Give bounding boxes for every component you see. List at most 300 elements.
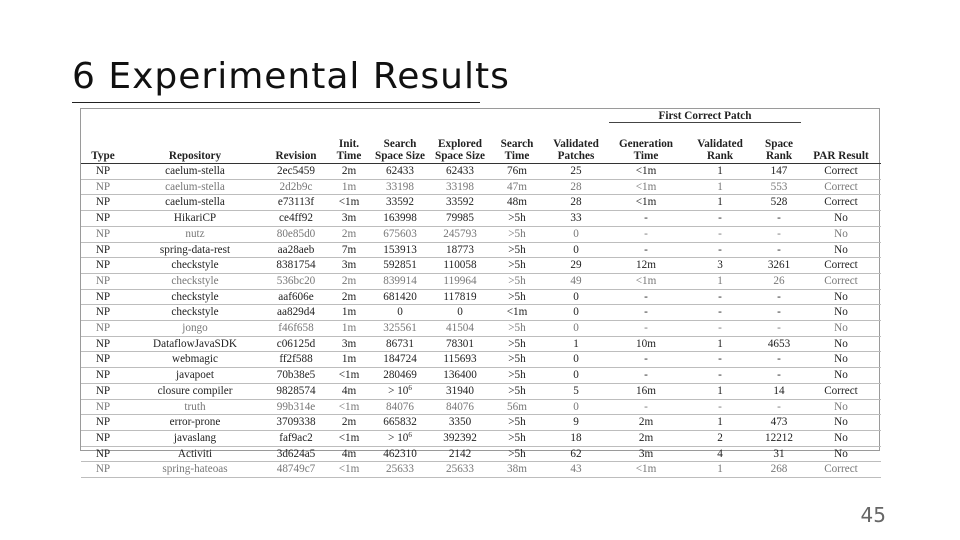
cell-value: 1 [717,384,723,397]
cell-type [81,352,125,368]
cell-value: 99b314e [276,400,316,413]
cell-value: - [777,227,781,240]
cell-value: 31940 [446,384,474,397]
cell-value: 48749c7 [276,463,316,476]
cell-value: 80e85d0 [276,227,316,240]
cell-value: javapoet [176,369,214,382]
cell-validated-patches [543,336,609,352]
cell-value: 2m [341,416,357,429]
table-row [81,289,881,305]
cell-value: 0 [573,369,579,382]
cell-type [81,164,125,180]
cell-value: 3m [638,447,654,460]
cell-value: 2142 [448,447,472,460]
cell-value: 2ec5459 [277,165,315,177]
cell-search-space-size [371,226,429,242]
table-row [81,336,881,352]
cell-value: 839914 [383,274,417,287]
cell-space-rank [757,462,801,478]
cell-value: 4m [341,384,357,397]
cell-generation-time [609,289,683,305]
cell-value: 76m [507,165,527,177]
cell-value: 1m [341,353,357,366]
cell-value: >5h [508,353,526,366]
cell-repository [125,352,265,368]
table-row [81,446,881,462]
cell-revision [265,415,327,431]
first-correct-patch-header: First Correct Patch [609,109,801,123]
cell-explored-space-size [429,226,491,242]
cell-value: No [834,431,848,444]
cell-validated-patches [543,321,609,337]
cell-validated-patches [543,164,609,180]
cell-value: No [834,290,848,303]
cell-generation-time [609,273,683,289]
cell-space-rank [757,258,801,274]
table-row [81,305,881,321]
cell-value: 153913 [383,243,417,256]
cell-value: NP [95,322,111,335]
cell-value: 2m [341,274,357,287]
cell-value: 1 [717,180,723,193]
cell-init-time [327,226,371,242]
cell-value: >5h [508,290,526,303]
cell-value: No [834,322,848,335]
cell-value: 1m [341,322,357,335]
cell-explored-space-size [429,383,491,399]
cell-space-rank [757,273,801,289]
cell-validated-patches [543,430,609,446]
cell-space-rank [757,399,801,415]
cell-search-time [491,462,543,478]
cell-space-rank [757,336,801,352]
cell-search-space-size [371,179,429,195]
cell-search-time [491,446,543,462]
cell-value: Correct [824,384,858,397]
cell-value: 2m [341,227,357,240]
cell-value: NP [95,400,111,413]
cell-value: Correct [824,196,858,209]
col-space-rank: Space Rank [757,123,801,164]
cell-value: NP [95,384,111,397]
cell-value: >5h [508,274,526,287]
cell-value: - [718,290,722,303]
cell-value: 3 [717,259,723,272]
cell-value: <1m [338,431,360,444]
cell-revision [265,226,327,242]
cell-init-time [327,336,371,352]
cell-validated-patches [543,352,609,368]
cell-value: NP [95,165,111,177]
cell-generation-time [609,195,683,211]
cell-revision [265,289,327,305]
cell-explored-space-size [429,336,491,352]
cell-value: caelum-stella [165,165,225,177]
cell-value: 268 [770,463,788,476]
cell-revision [265,242,327,258]
cell-value: ff2f588 [279,353,313,366]
cell-value: >5h [508,322,526,335]
cell-search-space-size [371,321,429,337]
cell-value: checkstyle [171,259,219,272]
cell-value: NP [95,337,111,350]
cell-value: 553 [770,180,788,193]
cell-search-space-size [371,430,429,446]
cell-value: 3m [341,212,357,225]
cell-exponent: 6 [408,383,412,392]
cell-revision [265,446,327,462]
cell-validated-rank [683,321,757,337]
cell-search-space-size [371,383,429,399]
cell-validated-rank [683,415,757,431]
cell-generation-time [609,446,683,462]
cell-space-rank [757,195,801,211]
cell-validated-patches [543,462,609,478]
cell-space-rank [757,368,801,384]
cell-revision [265,399,327,415]
cell-repository [125,242,265,258]
cell-value: - [644,306,648,319]
cell-init-time [327,415,371,431]
cell-value: 49 [570,274,582,287]
cell-value: 147 [770,165,788,177]
cell-value: 12212 [765,431,793,444]
cell-value: 1m [341,180,357,193]
cell-value: <1m [635,274,657,287]
cell-validated-rank [683,164,757,180]
cell-init-time [327,195,371,211]
cell-value: <1m [635,463,657,476]
cell-type [81,305,125,321]
table-row [81,242,881,258]
cell-value: >5h [508,431,526,444]
cell-value: spring-data-rest [159,243,231,256]
cell-validated-rank [683,179,757,195]
cell-revision [265,164,327,180]
cell-value: 392392 [443,431,477,444]
cell-value: 62433 [446,165,474,177]
cell-explored-space-size [429,415,491,431]
cell-search-time [491,164,543,180]
cell-par-result [801,273,881,289]
cell-init-time [327,383,371,399]
cell-revision [265,305,327,321]
table-row [81,368,881,384]
cell-type [81,195,125,211]
cell-value: No [834,243,848,256]
cell-value: 1 [717,165,723,177]
cell-repository [125,399,265,415]
cell-value: - [718,369,722,382]
cell-type [81,368,125,384]
cell-par-result [801,462,881,478]
cell-generation-time [609,321,683,337]
cell-generation-time [609,399,683,415]
cell-init-time [327,289,371,305]
cell-validated-patches [543,399,609,415]
table-row [81,258,881,274]
cell-par-result [801,164,881,180]
cell-value: 33592 [446,196,474,209]
cell-value: 0 [573,322,579,335]
cell-value: 14 [773,384,785,397]
cell-space-rank [757,321,801,337]
cell-value: 1 [717,274,723,287]
cell-value: - [644,290,648,303]
cell-value: NP [95,290,111,303]
col-init-time: Init. Time [327,123,371,164]
cell-value: 62 [570,447,582,460]
cell-value: - [777,369,781,382]
cell-value: 1 [717,463,723,476]
cell-value: 4653 [767,337,791,350]
cell-search-time [491,179,543,195]
cell-generation-time [609,226,683,242]
cell-value: - [777,353,781,366]
cell-value: No [834,227,848,240]
cell-par-result [801,415,881,431]
cell-validated-rank [683,462,757,478]
cell-par-result [801,226,881,242]
cell-value: 4 [717,447,723,460]
cell-type [81,383,125,399]
cell-validated-patches [543,305,609,321]
cell-value: <1m [338,369,360,382]
cell-par-result [801,336,881,352]
cell-value: - [718,306,722,319]
cell-init-time [327,258,371,274]
cell-repository [125,289,265,305]
cell-validated-rank [683,273,757,289]
cell-repository [125,179,265,195]
cell-value: <1m [635,165,657,177]
cell-value: checkstyle [171,306,219,319]
cell-value: 7m [341,243,357,256]
cell-search-space-size [371,273,429,289]
cell-value: 79985 [446,212,474,225]
cell-init-time [327,179,371,195]
cell-value: jongo [182,322,208,335]
cell-explored-space-size [429,305,491,321]
cell-value: 184724 [383,353,417,366]
cell-revision [265,383,327,399]
cell-validated-rank [683,383,757,399]
cell-value: 84076 [386,400,414,413]
cell-validated-rank [683,352,757,368]
cell-validated-rank [683,258,757,274]
cell-value: - [718,227,722,240]
col-validated-patches: Validated Patches [543,123,609,164]
col-repository: Repository [125,123,265,164]
cell-space-rank [757,226,801,242]
cell-validated-rank [683,336,757,352]
cell-explored-space-size [429,258,491,274]
cell-value: >5h [508,243,526,256]
cell-generation-time [609,305,683,321]
cell-value: truth [184,400,206,413]
cell-value: caelum-stella [165,196,225,209]
cell-value: 86731 [386,337,414,350]
cell-search-time [491,195,543,211]
cell-value: - [777,212,781,225]
cell-value: 1 [717,196,723,209]
col-revision: Revision [265,123,327,164]
cell-value: 3709338 [276,416,316,429]
cell-value: 62433 [386,165,414,177]
cell-validated-rank [683,211,757,227]
cell-search-time [491,211,543,227]
cell-revision [265,352,327,368]
cell-type [81,211,125,227]
cell-value: 473 [770,416,788,429]
cell-value: 119964 [443,274,477,287]
cell-space-rank [757,289,801,305]
cell-value: >5h [508,447,526,460]
cell-value: 33198 [446,180,474,193]
cell-value: 0 [573,400,579,413]
header-row [81,123,881,164]
cell-value: >5h [508,259,526,272]
cell-generation-time [609,430,683,446]
table-row [81,273,881,289]
cell-value: 31 [773,447,785,460]
cell-type [81,399,125,415]
cell-space-rank [757,383,801,399]
cell-value: 5 [573,384,579,397]
cell-value: 25633 [386,463,414,476]
cell-value: - [718,322,722,335]
cell-repository [125,462,265,478]
cell-validated-patches [543,368,609,384]
cell-revision [265,336,327,352]
cell-value: No [834,447,848,460]
cell-revision [265,368,327,384]
cell-repository [125,446,265,462]
cell-search-space-size [371,415,429,431]
cell-repository [125,273,265,289]
cell-generation-time [609,258,683,274]
cell-revision [265,462,327,478]
cell-explored-space-size [429,242,491,258]
cell-value: 28 [570,180,582,193]
cell-value: >5h [508,212,526,225]
cell-value: closure compiler [157,384,233,397]
cell-generation-time [609,383,683,399]
cell-value: - [777,290,781,303]
cell-repository [125,211,265,227]
table-row [81,352,881,368]
cell-value: nutz [185,227,205,240]
cell-value: 18 [570,431,582,444]
cell-value: 2d2b9c [279,180,313,193]
cell-validated-rank [683,289,757,305]
cell-value: spring-hateoas [162,463,228,476]
cell-value: >5h [508,227,526,240]
cell-value: 48m [507,196,527,209]
cell-init-time [327,273,371,289]
cell-validated-rank [683,446,757,462]
cell-value: 9 [573,416,579,429]
cell-value: 136400 [443,369,477,382]
table-row [81,430,881,446]
cell-value: 12m [636,259,656,272]
table-row [81,195,881,211]
cell-value: NP [95,196,111,209]
cell-value: e73113f [277,196,315,209]
cell-init-time [327,352,371,368]
cell-validated-rank [683,399,757,415]
cell-type [81,462,125,478]
cell-space-rank [757,164,801,180]
cell-search-time [491,258,543,274]
cell-validated-rank [683,195,757,211]
cell-value: NP [95,243,111,256]
cell-init-time [327,305,371,321]
table-row [81,462,881,478]
cell-type [81,242,125,258]
cell-value: Correct [824,165,858,177]
cell-par-result [801,430,881,446]
cell-par-result [801,195,881,211]
cell-value: aaf606e [278,290,314,303]
cell-repository [125,368,265,384]
cell-value: 163998 [383,212,417,225]
table-row [81,179,881,195]
cell-type [81,415,125,431]
col-type: Type [81,123,125,164]
cell-explored-space-size [429,321,491,337]
cell-revision [265,321,327,337]
cell-value: 0 [573,227,579,240]
cell-value: 592851 [383,259,417,272]
cell-value: 16m [636,384,656,397]
cell-par-result [801,352,881,368]
cell-repository [125,430,265,446]
cell-search-space-size [371,164,429,180]
cell-explored-space-size [429,462,491,478]
cell-validated-patches [543,179,609,195]
cell-par-result [801,305,881,321]
cell-generation-time [609,164,683,180]
cell-value: NP [95,180,111,193]
cell-search-space-size [371,446,429,462]
cell-par-result [801,289,881,305]
cell-value: No [834,369,848,382]
results-table [81,109,881,478]
cell-type [81,336,125,352]
header-group-row [81,109,881,123]
cell-value: 43 [570,463,582,476]
cell-generation-time [609,336,683,352]
cell-search-time [491,383,543,399]
cell-value: - [644,369,648,382]
cell-value: 2m [638,431,654,444]
cell-validated-patches [543,242,609,258]
cell-value: 280469 [383,369,417,382]
cell-value: - [777,400,781,413]
cell-validated-patches [543,383,609,399]
cell-value: - [644,212,648,225]
cell-search-time [491,321,543,337]
cell-value: 41504 [446,322,474,335]
col-validated-rank: Validated Rank [683,123,757,164]
cell-value: Correct [824,180,858,193]
cell-search-time [491,226,543,242]
cell-value: <1m [338,463,360,476]
cell-value: webmagic [172,353,218,366]
cell-search-time [491,415,543,431]
cell-validated-patches [543,258,609,274]
